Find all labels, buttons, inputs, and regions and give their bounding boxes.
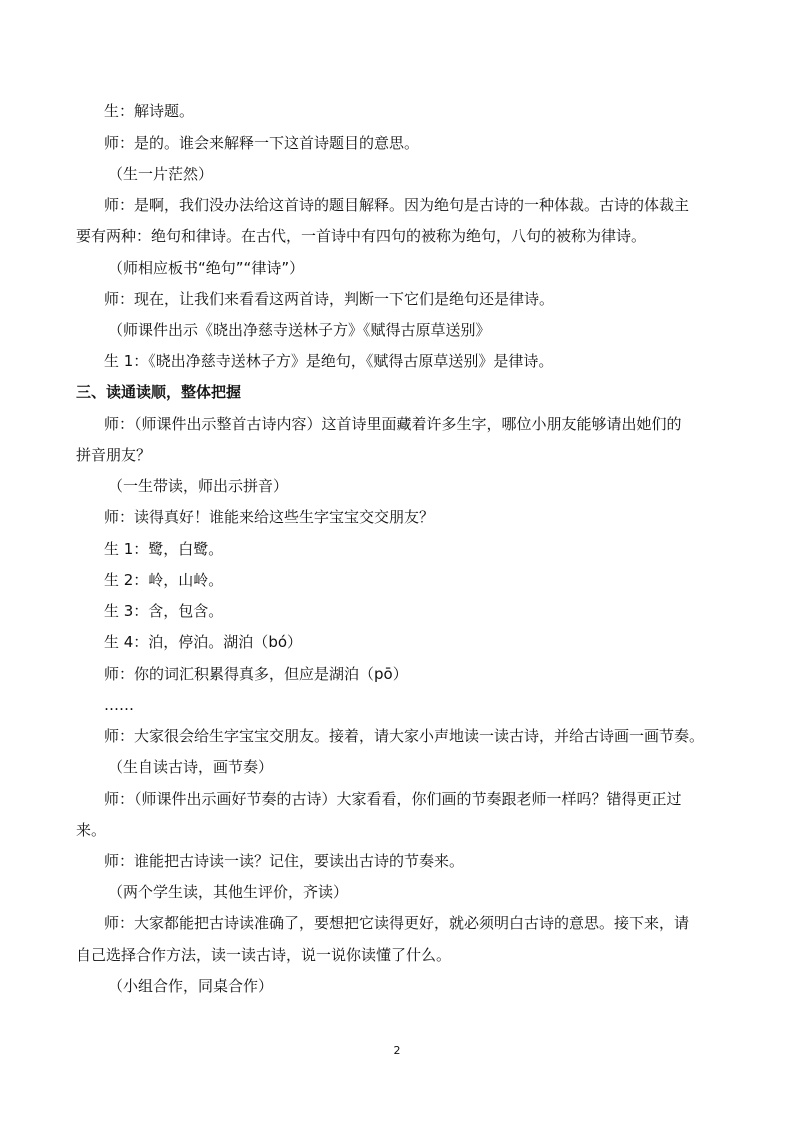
text-line: 生 2：岭，山岭。 [104,571,224,589]
text-line: 来。 [76,821,107,839]
text-line: （生自读古诗，画节奏） [108,758,274,776]
text-line: 师：是的。谁会来解释一下这首诗题目的意思。 [104,134,420,152]
text-line: 生 1：鹭，白鹭。 [104,540,224,558]
text-line: 生 1：《晓出净慈寺送林子方》是绝句，《赋得古原草送别》是律诗。 [104,352,554,370]
text-line: 师：是啊，我们没办法给这首诗的题目解释。因为绝句是古诗的一种体裁。古诗的体裁主 [104,196,690,214]
section-heading: 三、读通读顺，整体把握 [76,383,242,401]
text-line: （师相应板书“绝句”“律诗”） [108,259,305,277]
text-line: 师：大家都能把古诗读准确了，要想把它读得更好，就必须明白古诗的意思。接下来，请 [104,914,690,932]
text-line: （一生带读，师出示拼音） [108,477,289,495]
text-line: （生一片茫然） [108,165,214,183]
text-line: 拼音朋友？ [76,446,152,464]
text-line: 师：谁能把古诗读一读？记住，要读出古诗的节奏来。 [104,852,465,870]
text-line: 生 4：泊，停泊。湖泊（bó） [104,633,303,651]
text-line: …… [104,696,134,714]
text-line: （小组合作，同桌合作） [108,977,274,995]
page-number: 2 [393,1044,401,1057]
text-line: 要有两种：绝句和律诗。在古代，一首诗中有四句的被称为绝句，八句的被称为律诗。 [76,227,647,245]
text-line: 师：现在，让我们来看看这两首诗，判断一下它们是绝句还是律诗。 [104,290,555,308]
text-line: 师：（师课件出示整首古诗内容）这首诗里面藏着许多生字，哪位小朋友能够请出她们的 [104,415,682,433]
text-line: （两个学生读，其他生评价，齐读） [108,883,349,901]
text-line: 生：解诗题。 [104,102,195,120]
text-line: 师：（师课件出示画好节奏的古诗）大家看看，你们画的节奏跟老师一样吗？错得更正过 [104,790,682,808]
text-line: 师：大家很会给生字宝宝交朋友。接着，请大家小声地读一读古诗，并给古诗画一画节奏。 [104,727,705,745]
text-line: （师课件出示《晓出净慈寺送林子方》《赋得古原草送别》 [108,321,491,339]
text-line: 师：读得真好！谁能来给这些生字宝宝交交朋友？ [104,508,435,526]
text-line: 师：你的词汇积累得真多，但应是湖泊（pō） [104,665,408,683]
text-line: 生 3：含，包含。 [104,602,224,620]
text-line: 自己选择合作方法，读一读古诗，说一说你读懂了什么。 [76,946,452,964]
